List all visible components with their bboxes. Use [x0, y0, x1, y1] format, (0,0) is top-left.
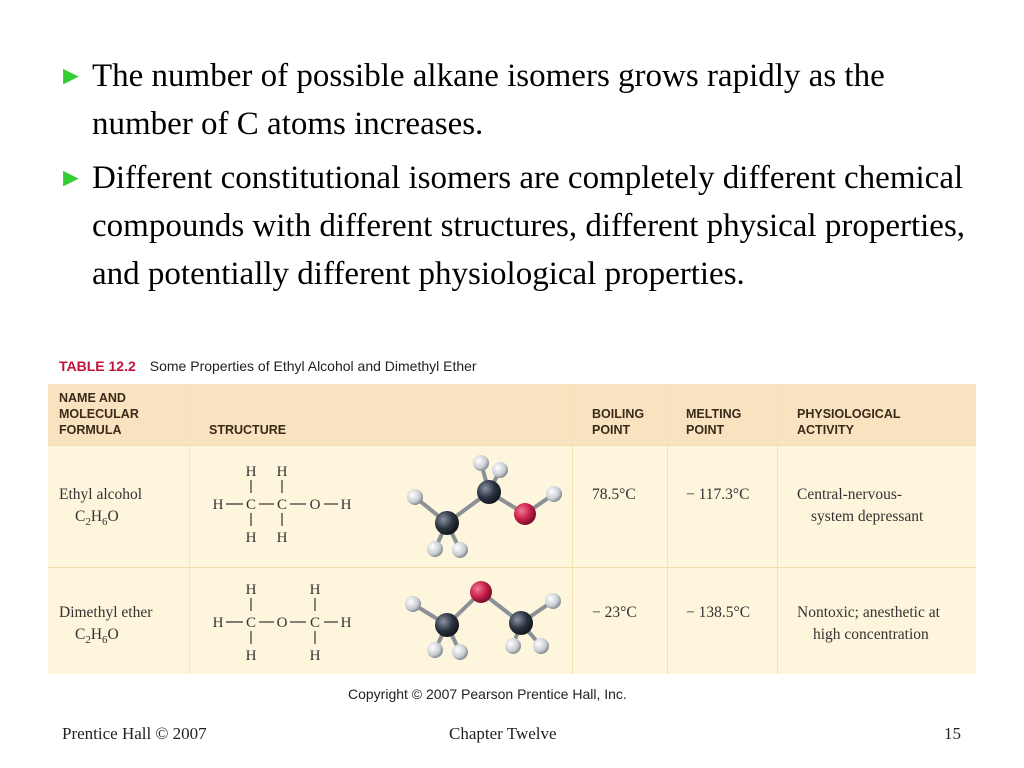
- bullet-text: The number of possible alkane isomers grows rapidly as the number of C atoms increases.: [92, 58, 885, 142]
- header-mp-line: MELTING: [686, 407, 742, 421]
- atom-label: C: [245, 497, 257, 513]
- table-row-name: [59, 602, 152, 651]
- column-divider: [189, 384, 190, 674]
- formula-part: C: [75, 508, 86, 525]
- header-bp-line: BOILING: [592, 407, 645, 421]
- bullet-list: [58, 52, 988, 304]
- atom-label: H: [276, 530, 288, 546]
- column-divider: [572, 384, 573, 674]
- formula-part: H: [90, 626, 103, 643]
- header-phys-line: ACTIVITY: [797, 423, 854, 437]
- formula-part: C: [75, 626, 86, 643]
- copyright-notice: Copyright © 2007 Pearson Prentice Hall, Inc.: [348, 686, 627, 702]
- hydrogen-atom: [473, 455, 489, 471]
- melting-point-value: − 138.5°C: [686, 604, 751, 621]
- bullet-item: [58, 154, 988, 298]
- carbon-atom: [435, 613, 459, 637]
- footer-chapter: Chapter Twelve: [449, 724, 557, 743]
- hydrogen-atom: [546, 486, 562, 502]
- hydrogen-atom: [427, 642, 443, 658]
- table-number: TABLE 12.2: [59, 358, 136, 374]
- header-name-line: FORMULA: [59, 423, 122, 437]
- header-mp-line: POINT: [686, 423, 725, 437]
- carbon-atom: [435, 511, 459, 535]
- hydrogen-atom: [533, 638, 549, 654]
- activity-line: Central-nervous-: [797, 486, 903, 503]
- atom-label: O: [309, 497, 321, 513]
- header-name-line: NAME AND: [59, 391, 126, 405]
- formula-part: O: [107, 626, 119, 643]
- ethanol-structural-formula: [198, 456, 358, 546]
- formula-subscript: 2: [85, 516, 91, 528]
- bullet-item: [58, 52, 988, 148]
- atom-label: H: [212, 497, 224, 513]
- table-header: [48, 384, 976, 445]
- atom-label: H: [340, 497, 352, 513]
- table-caption: [59, 358, 477, 374]
- boiling-point-value: − 23°C: [592, 604, 637, 621]
- bullet-arrow-icon: ►: [58, 163, 84, 192]
- formula-subscript: 6: [102, 634, 108, 646]
- formula-part: O: [107, 508, 119, 525]
- oxygen-atom: [514, 503, 536, 525]
- compound-name: Dimethyl ether: [59, 604, 153, 621]
- header-boiling-point: [592, 406, 644, 438]
- carbon-atom: [509, 611, 533, 635]
- oxygen-atom: [470, 581, 492, 603]
- header-phys-line: PHYSIOLOGICAL: [797, 407, 901, 421]
- header-name: [59, 390, 139, 438]
- molecular-formula: [59, 624, 152, 651]
- row-divider: [48, 567, 976, 568]
- atom-label: H: [245, 648, 257, 664]
- physiological-activity: [797, 602, 940, 646]
- dimethyl-ether-ball-and-stick-model: [383, 576, 568, 671]
- bullet-arrow-icon: ►: [58, 61, 84, 90]
- hydrogen-atom: [427, 541, 443, 557]
- atom-label: H: [245, 530, 257, 546]
- atom-label: H: [276, 464, 288, 480]
- atom-label: O: [276, 615, 288, 631]
- table-title: Some Properties of Ethyl Alcohol and Dimethyl Ether: [149, 358, 477, 374]
- header-structure: STRUCTURE: [209, 423, 287, 437]
- hydrogen-atom: [492, 462, 508, 478]
- row-divider: [48, 445, 976, 446]
- atom-label: H: [309, 582, 321, 598]
- atom-label: C: [245, 615, 257, 631]
- bullet-text: Different constitutional isomers are completely different chemical compounds with different structures, different physical properties, and potentially different physiological properties.: [92, 160, 966, 292]
- formula-part: H: [90, 508, 103, 525]
- molecular-formula: [59, 506, 142, 533]
- melting-point-value: − 117.3°C: [686, 486, 750, 503]
- physiological-activity: [797, 484, 923, 528]
- properties-table: [48, 384, 976, 674]
- formula-subscript: 6: [102, 516, 108, 528]
- activity-line: Nontoxic; anesthetic at: [797, 604, 940, 621]
- hydrogen-atom: [545, 593, 561, 609]
- activity-line: high concentration: [813, 626, 929, 643]
- hydrogen-atom: [407, 489, 423, 505]
- formula-subscript: 2: [85, 634, 91, 646]
- hydrogen-atom: [405, 596, 421, 612]
- hydrogen-atom: [505, 638, 521, 654]
- atom-label: C: [276, 497, 288, 513]
- header-physiological-activity: [797, 406, 900, 438]
- header-name-line: MOLECULAR: [59, 407, 139, 421]
- column-divider: [667, 384, 668, 674]
- atom-label: H: [245, 582, 257, 598]
- compound-name: Ethyl alcohol: [59, 486, 143, 503]
- hydrogen-atom: [452, 644, 468, 660]
- hydrogen-atom: [452, 542, 468, 558]
- atom-label: H: [309, 648, 321, 664]
- atom-label: C: [309, 615, 321, 631]
- atom-label: H: [212, 615, 224, 631]
- column-divider: [777, 384, 778, 674]
- ethanol-ball-and-stick-model: [383, 449, 568, 564]
- atom-label: H: [245, 464, 257, 480]
- boiling-point-value: 78.5°C: [592, 486, 636, 503]
- header-bp-line: POINT: [592, 423, 631, 437]
- dimethyl-ether-structural-formula: [198, 574, 358, 664]
- table-row-name: [59, 484, 142, 533]
- atom-label: H: [340, 615, 352, 631]
- activity-line: system depressant: [811, 508, 924, 525]
- footer-left: Prentice Hall © 2007: [62, 724, 207, 743]
- carbon-atom: [477, 480, 501, 504]
- header-melting-point: [686, 406, 741, 438]
- footer-page-number: 15: [944, 724, 961, 743]
